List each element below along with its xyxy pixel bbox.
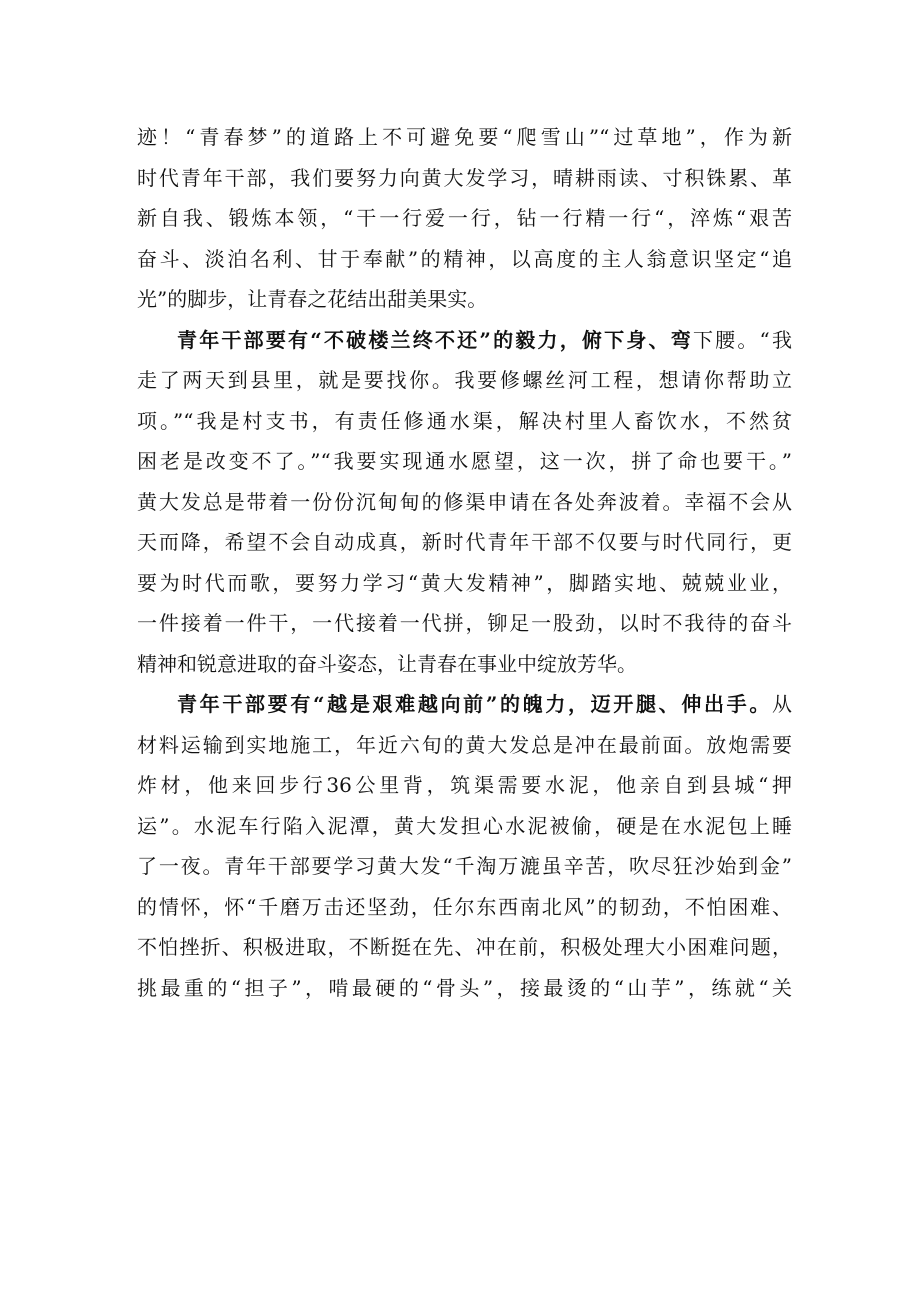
- text-line: 不怕挫折、积极进取，不断挺在先、冲在前，积极处理大小困难问题，: [137, 935, 792, 959]
- document-body: [137, 117, 792, 1008]
- paragraph-heading: 青年干部要有“不破楼兰终不还”的毅力，俯下身、弯: [177, 327, 693, 352]
- text-line: 的情怀，怀“千磨万击还坚劲，任尔东西南北风”的韧劲，不怕困难、: [137, 894, 792, 919]
- text-line: 材料运输到实地施工，年近六旬的黄大发总是冲在最前面。放炮需要: [137, 732, 792, 757]
- text-line: 精神和锐意进取的奋斗姿态，让青春在事业中绽放芳华。: [137, 651, 637, 676]
- text-line: 炸材，他来回步行36公里背，筑渠需要水泥，他亲自到县城“押: [137, 773, 792, 797]
- text-line: 挑最重的“担子”，啃最硬的“骨头”，接最烫的“山芋”，练就“关: [137, 975, 792, 1000]
- text-line: 项。”“我是村支书，有责任修通水渠，解决村里人畜饮水，不然贫: [137, 408, 792, 433]
- paragraph-1: [137, 117, 792, 320]
- text-run: 下腰。“我: [692, 327, 792, 352]
- text-line: [137, 684, 792, 725]
- text-line: 走了两天到县里，就是要找你。我要修螺丝河工程，想请你帮助立: [137, 368, 792, 392]
- text-line: 运”。水泥车行陷入泥潭，黄大发担心水泥被偷，硬是在水泥包上睡: [137, 813, 792, 838]
- paragraph-3: [137, 684, 792, 1008]
- text-line: 奋斗、淡泊名利、甘于奉献”的精神，以高度的主人翁意识坚定“追: [137, 246, 792, 271]
- text-line: 时代青年干部，我们要努力向黄大发学习，晴耕雨读、寸积铢累、革: [137, 165, 792, 190]
- text-run: 从: [772, 692, 792, 716]
- text-line: 了一夜。青年干部要学习黄大发“千淘万漉虽辛苦，吹尽狂沙始到金”: [137, 854, 792, 878]
- paragraph-2: [137, 320, 792, 685]
- text-line: 一件接着一件干，一代接着一代拼，铆足一股劲，以时不我待的奋斗: [137, 611, 792, 635]
- text-line: 光”的脚步，让青春之花结出甜美果实。: [137, 287, 488, 311]
- text-line: [137, 320, 792, 361]
- text-line: 迹！“青春梦”的道路上不可避免要“爬雪山”“过草地”，作为新: [137, 125, 792, 149]
- text-line: 困老是改变不了。”“我要实现通水愿望，这一次，拼了命也要干。”: [137, 449, 792, 473]
- paragraph-heading: 青年干部要有“越是艰难越向前”的魄力，迈开腿、伸出手。: [177, 692, 772, 716]
- text-line: 天而降，希望不会自动成真，新时代青年干部不仅要与时代同行，更: [137, 530, 792, 554]
- text-line: 新自我、锻炼本领，“干一行爱一行，钻一行精一行“，淬炼“艰苦: [137, 206, 792, 230]
- text-line: 要为时代而歌，要努力学习“黄大发精神”，脚踏实地、兢兢业业，: [137, 570, 792, 595]
- text-line: 黄大发总是带着一份份沉甸甸的修渠申请在各处奔波着。幸福不会从: [137, 489, 792, 514]
